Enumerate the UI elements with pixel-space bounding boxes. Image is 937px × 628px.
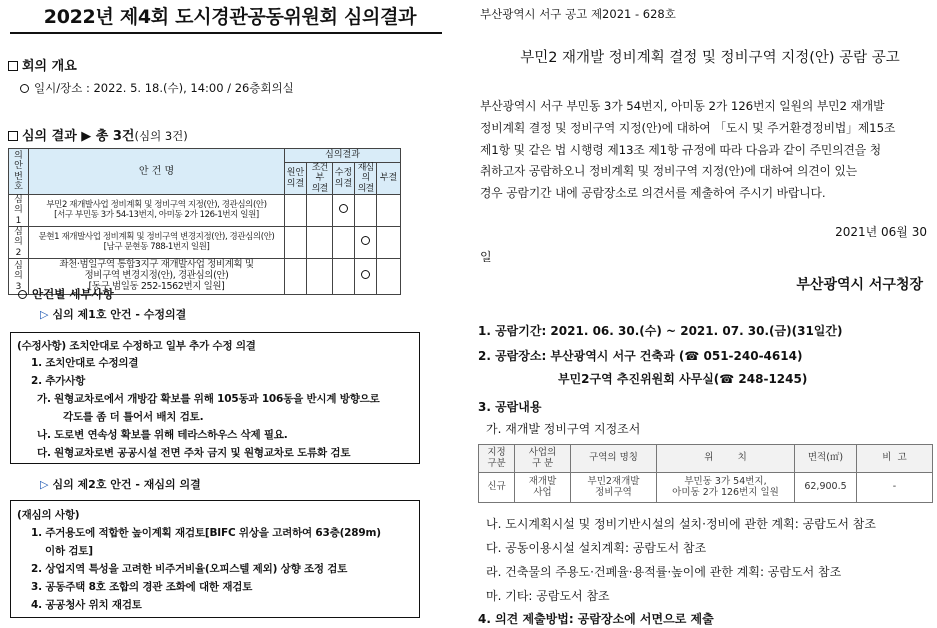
result-mark-icon bbox=[361, 236, 370, 245]
item1-heading: ▷ 심의 제1호 안건 - 수정의결 bbox=[40, 308, 187, 321]
notice-date: 2021년 06월 30 bbox=[835, 225, 927, 239]
result-col-header: 원안 의결 bbox=[285, 163, 307, 195]
result-col-header: 부결 bbox=[377, 163, 401, 195]
circle-bullet-icon bbox=[18, 290, 27, 299]
table-row: 심의 3 좌천·범일구역 통합3지구 재개발사업 정비계획 및 정비구역 변경지정(안), 경관심의(안) [동구 범일동 252-1562번지 일원] bbox=[9, 259, 401, 295]
content-item: 다. 공동이용시설 설치계획: 공람도서 참조 bbox=[486, 541, 707, 555]
item1-panel: (수정사항) 조치안대로 수정하고 일부 추가 수정 의결 1. 조치안대로 수정의결 2. 추가사항 가. 원형교차로에서 개방감 확보를 위해 105동과 106동을 반시계 방향으로 각도를 좀 더 틀어서 배치 검토. 나. 도로변 연속성 확보를 위해 테라스하우스 삭제 필요. 다. 원형교차로변 공공시설 전면 주차 금지 및 원형교차로 도류화 검토 bbox=[10, 332, 420, 464]
zone-designation-table bbox=[478, 444, 933, 503]
title-underline bbox=[10, 32, 442, 34]
submission-method: 4. 의견 제출방법: 공람장소에 서면으로 제출 bbox=[478, 612, 714, 626]
item2-panel: (재심의 사항) 1. 주거용도에 적합한 높이계획 재검토[BIFC 위상을 고려하여 63층(289m) 이하 검토] 2. 상업지역 특성을 고려한 비주거비율(오피스텔 제외) 상향 조정 검토 3. 공동주택 8호 조합의 경관 조화에 대한 재검토 4. 공공청사 위치 재검토 bbox=[10, 500, 420, 618]
left-document bbox=[0, 0, 462, 628]
notice-number: 부산광역시 서구 공고 제2021 - 628호 bbox=[480, 7, 676, 21]
col-no-header: 의안 번호 bbox=[9, 149, 29, 195]
content-heading: 3. 공람내용 bbox=[478, 400, 542, 414]
viewing-period: 1. 공람기간: 2021. 06. 30.(수) ~ 2021. 07. 30.(금)(31일간) bbox=[478, 324, 843, 338]
document-title: 2022년 제4회 도시경관공동위원회 심의결과 bbox=[43, 6, 417, 28]
result-col-header: 수정 의결 bbox=[333, 163, 355, 195]
notice-body: 부산광역시 서구 부민동 3가 54번지, 아미동 2가 126번지 일원의 부민2 재개발 정비계획 결정 및 정비구역 지정(안)에 대하여 「도시 및 주거환경정비법」제15조 제1항 및 같은 법 시행령 제13조 제1항 규정에 따라 다음과 같이 주민의견을 청 취하고자 공람하오니 정비계획 및 정비구역 지정(안)에 대하여 의견이 있는 경우 공람기간 내에 공람장소로 의견서를 제출하여 주시기 바랍니다. bbox=[480, 99, 896, 201]
detail-heading: 안건별 세부사항 bbox=[18, 286, 114, 302]
right-document bbox=[470, 0, 937, 628]
table-row: 심의 2 문현1 재개발사업 정비계획 및 정비구역 변경지정(안), 경관심의(안) [남구 문현동 788-1번지 일원] bbox=[9, 227, 401, 259]
meeting-datetime: 일시/장소 : 2022. 5. 18.(수), 14:00 / 26층회의실 bbox=[20, 80, 294, 96]
content-item: 라. 건축물의 주용도·건폐율·용적률·높이에 관한 계획: 공람도서 참조 bbox=[486, 565, 842, 579]
square-bullet-icon bbox=[8, 61, 18, 71]
circle-bullet-icon bbox=[20, 84, 29, 93]
content-sub-heading: 가. 재개발 정비구역 지정조서 bbox=[486, 422, 641, 436]
result-col-header: 조건부 의결 bbox=[307, 163, 333, 195]
issuing-organization: 부산광역시 서구청장 bbox=[796, 277, 923, 293]
table-header-row: 지정 구분 사업의 구 분 구역의 명칭 위 치 면적(㎡) 비 고 bbox=[479, 445, 933, 473]
viewing-place-2: 부민2구역 추진위원회 사무실(☎ 248-1245) bbox=[558, 372, 808, 386]
triangle-right-icon: ▷ bbox=[40, 478, 49, 491]
meeting-overview-heading: 회의 개요 bbox=[8, 55, 77, 74]
viewing-place-1: 2. 공람장소: 부산광역시 서구 건축과 (☎ 051-240-4614) bbox=[478, 349, 803, 363]
table-row: 신규 재개발 사업 부민2재개발 정비구역 부민동 3가 54번지, 아미동 2가 126번지 일원 62,900.5 - bbox=[479, 473, 933, 503]
result-mark-icon bbox=[339, 204, 348, 213]
col-item-header: 안 건 명 bbox=[29, 149, 285, 195]
content-item: 나. 도시계획시설 및 정비기반시설의 설치·정비에 관한 계획: 공람도서 참조 bbox=[486, 517, 876, 531]
table-row: 심의 1 부민2 재개발사업 정비계획 및 정비구역 지정(안), 경관심의(안) [서구 부민동 3가 54-13번지, 아미동 2가 126-1번지 일원] bbox=[9, 195, 401, 227]
triangle-right-icon: ▷ bbox=[40, 308, 49, 321]
square-bullet-icon bbox=[8, 131, 18, 141]
notice-date-wrap: 일 bbox=[480, 250, 492, 264]
content-item: 마. 기타: 공람도서 참조 bbox=[486, 589, 610, 603]
notice-title: 부민2 재개발 정비계획 결정 및 정비구역 지정(안) 공람 공고 bbox=[520, 50, 900, 66]
item2-heading: ▷ 심의 제2호 안건 - 재심의 의결 bbox=[40, 478, 201, 491]
result-mark-icon bbox=[361, 270, 370, 279]
result-col-header: 재심의 의결 bbox=[355, 163, 377, 195]
review-results-table bbox=[8, 148, 401, 295]
review-results-heading: 심의 결과 ▶ 총 3건(심의 3건) bbox=[8, 125, 188, 144]
col-result-header: 심의결과 bbox=[285, 149, 401, 163]
